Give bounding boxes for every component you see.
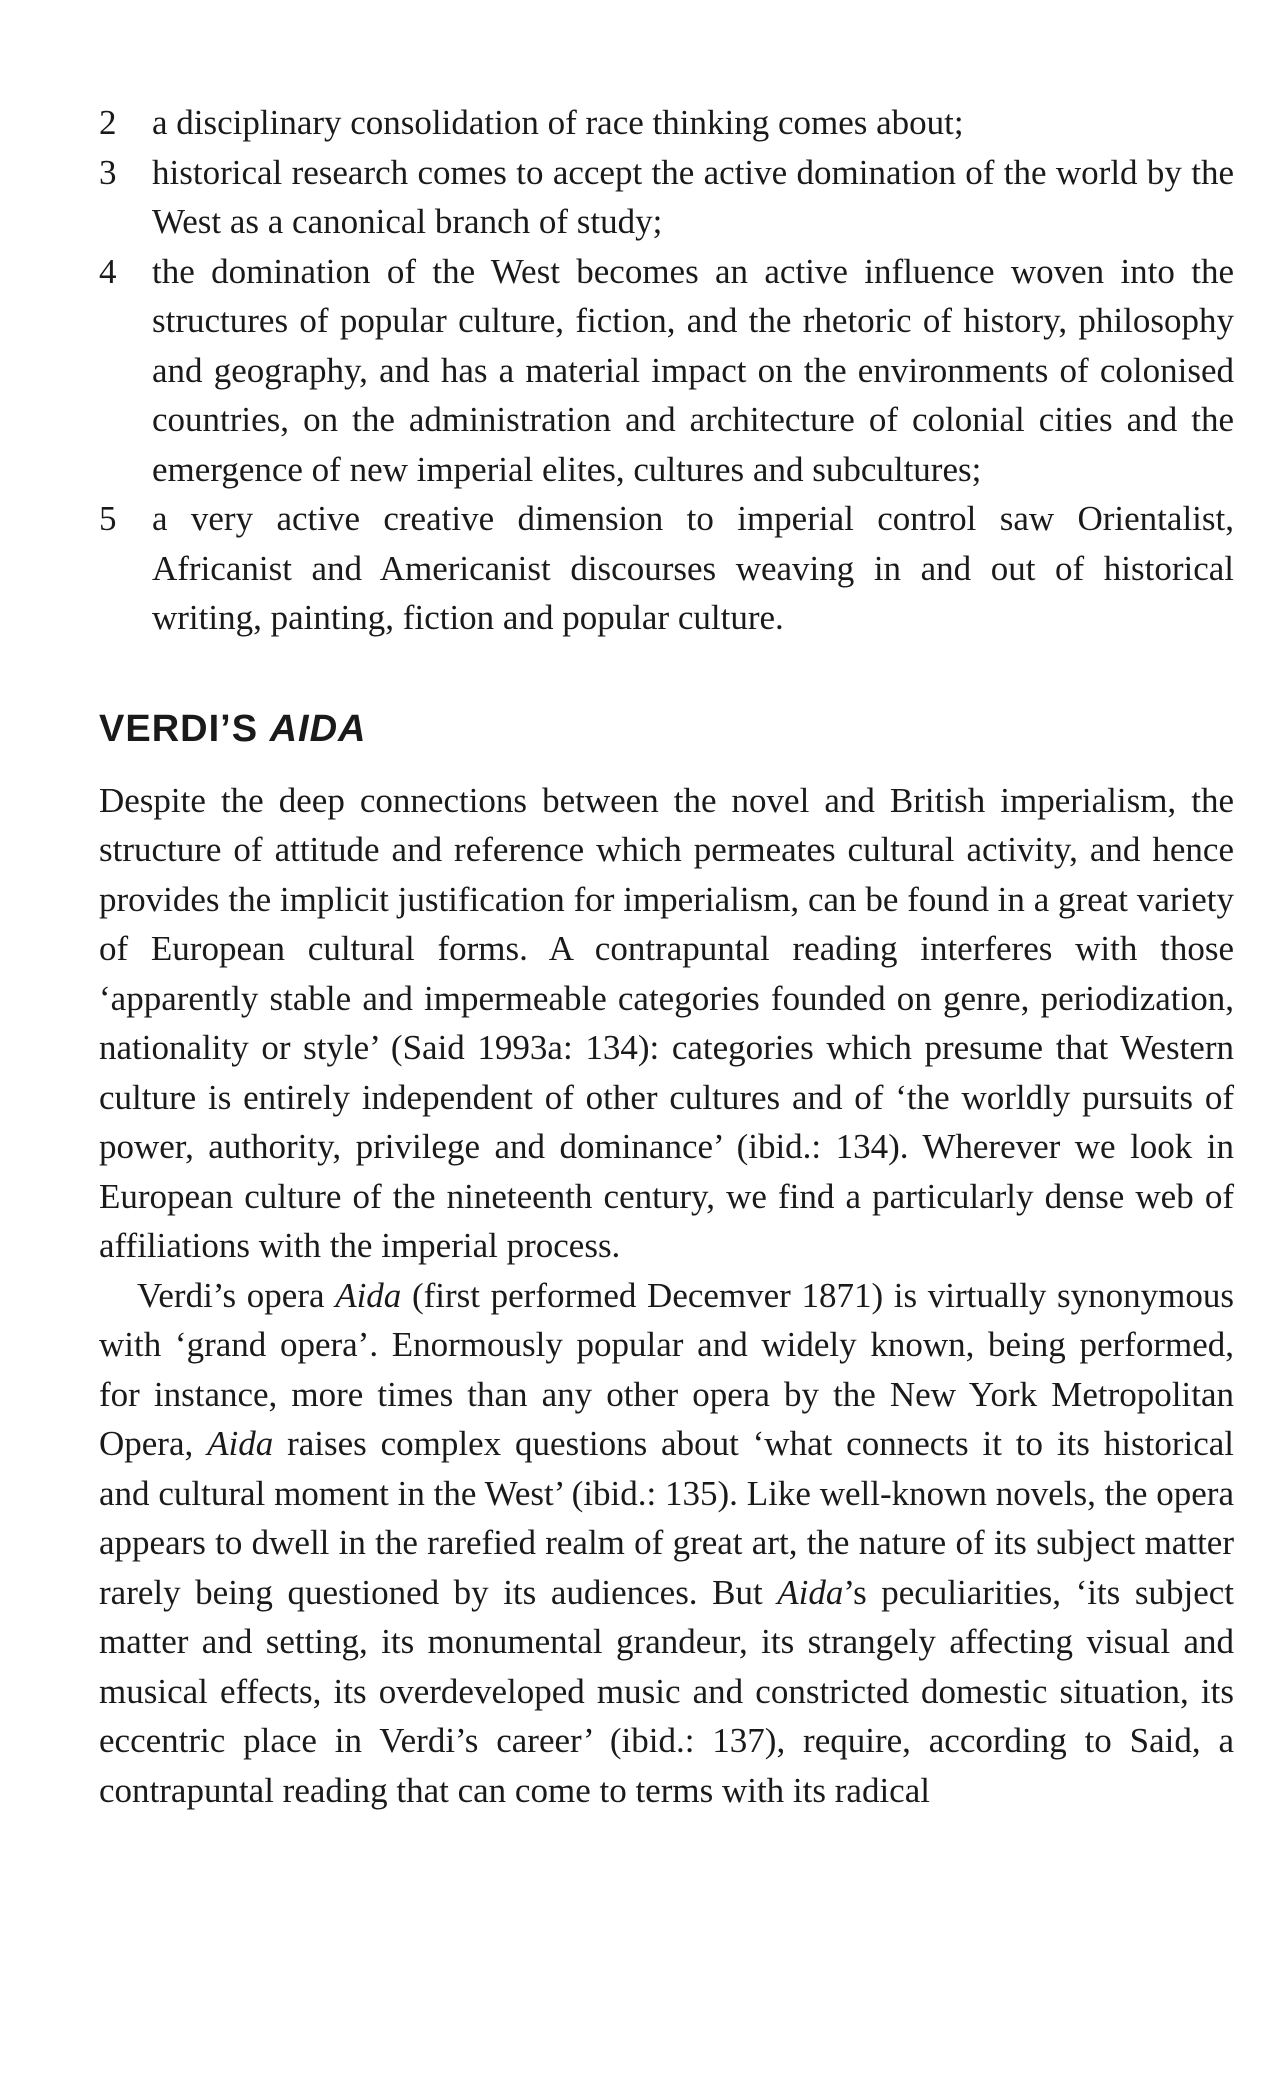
- list-item-number: 3: [99, 152, 117, 192]
- body-paragraph: Despite the deep connections between the novel and British imperialism, the structure of attitude and reference which permeates cultural activity, and hence provides the implicit justification for imperialism, can be found in a great variety of European cultural forms. A contrapuntal reading interferes with those ‘apparently stable and impermeable categories founded on genre, periodization, nationality or style’ (Said 1993a: 134): categories which presume that Western culture is entirely independent of other cultures and of ‘the worldly pursuits of power, authority, privilege and dominance’ (ibid.: 134). Wherever we look in European culture of the nineteenth century, we find a particularly dense web of affiliations with the imperial process.: [99, 780, 1234, 1265]
- list-item-number: 5: [99, 499, 117, 538]
- list-item-text: the domination of the West becomes an active influence woven into the structures of popular culture, fiction, and the rhetoric of history, philosophy and geography, and has a material impact on the environments of colonised countries, on the administration and architecture of colonial cities and the emergence of new imperial elites, cultures and subcultures;: [152, 251, 1234, 489]
- paragraph-text: Verdi’s opera: [137, 1275, 336, 1315]
- list-item-text: a disciplinary consolidation of race thinking comes about;: [152, 103, 964, 142]
- list-item: [99, 247, 1234, 495]
- list-item: [99, 98, 1234, 148]
- list-item-text: a very active creative dimension to imperial control saw Orientalist, Africanist and Americanist discourses weaving in and out of historical writing, painting, fiction and popular culture.: [152, 499, 1234, 637]
- italic-title: Aida: [335, 1275, 402, 1315]
- list-item: [99, 148, 1234, 247]
- list-item-text: historical research comes to accept the active domination of the world by the West as a canonical branch of study;: [152, 152, 1234, 241]
- italic-title: Aida: [777, 1572, 844, 1612]
- section-heading-italic: AIDA: [269, 707, 367, 750]
- list-item: [99, 494, 1234, 643]
- document-page: [99, 98, 1234, 1815]
- section-heading-main: VERDI’S: [99, 707, 270, 750]
- italic-title: Aida: [207, 1424, 274, 1463]
- paragraph-text: ’s peculiarities, ‘its subject matter and setting, its monumental grandeur, its strangely affecting visual and musical effects, its overdeveloped music and constricted domestic situation, its eccentric place in Verdi’s career’ (ibid.: 137), require, according to Said, a contrapuntal reading that can come to terms with its radical: [99, 1572, 1234, 1810]
- list-item-number: 2: [99, 103, 117, 142]
- paragraph-text: raises complex questions about ‘what connects it to its historical and cultural moment in the West’ (ibid.: 135). Like well-known novels, the opera appears to dwell in the rarefied realm of great art, the nature of its subject matter rarely being questioned by its audiences. But: [99, 1424, 1234, 1612]
- paragraph-text: (first performed Decemver 1871) is virtually synonymous with ‘grand opera’. Enormously popular and widely known, being performed, for instance, more times than any other opera by the New York Metropolitan Opera,: [99, 1275, 1234, 1463]
- numbered-list: [99, 98, 1234, 643]
- body-paragraph: [99, 1271, 1234, 1816]
- list-item-number: 4: [99, 251, 117, 291]
- section-heading: [99, 705, 1234, 753]
